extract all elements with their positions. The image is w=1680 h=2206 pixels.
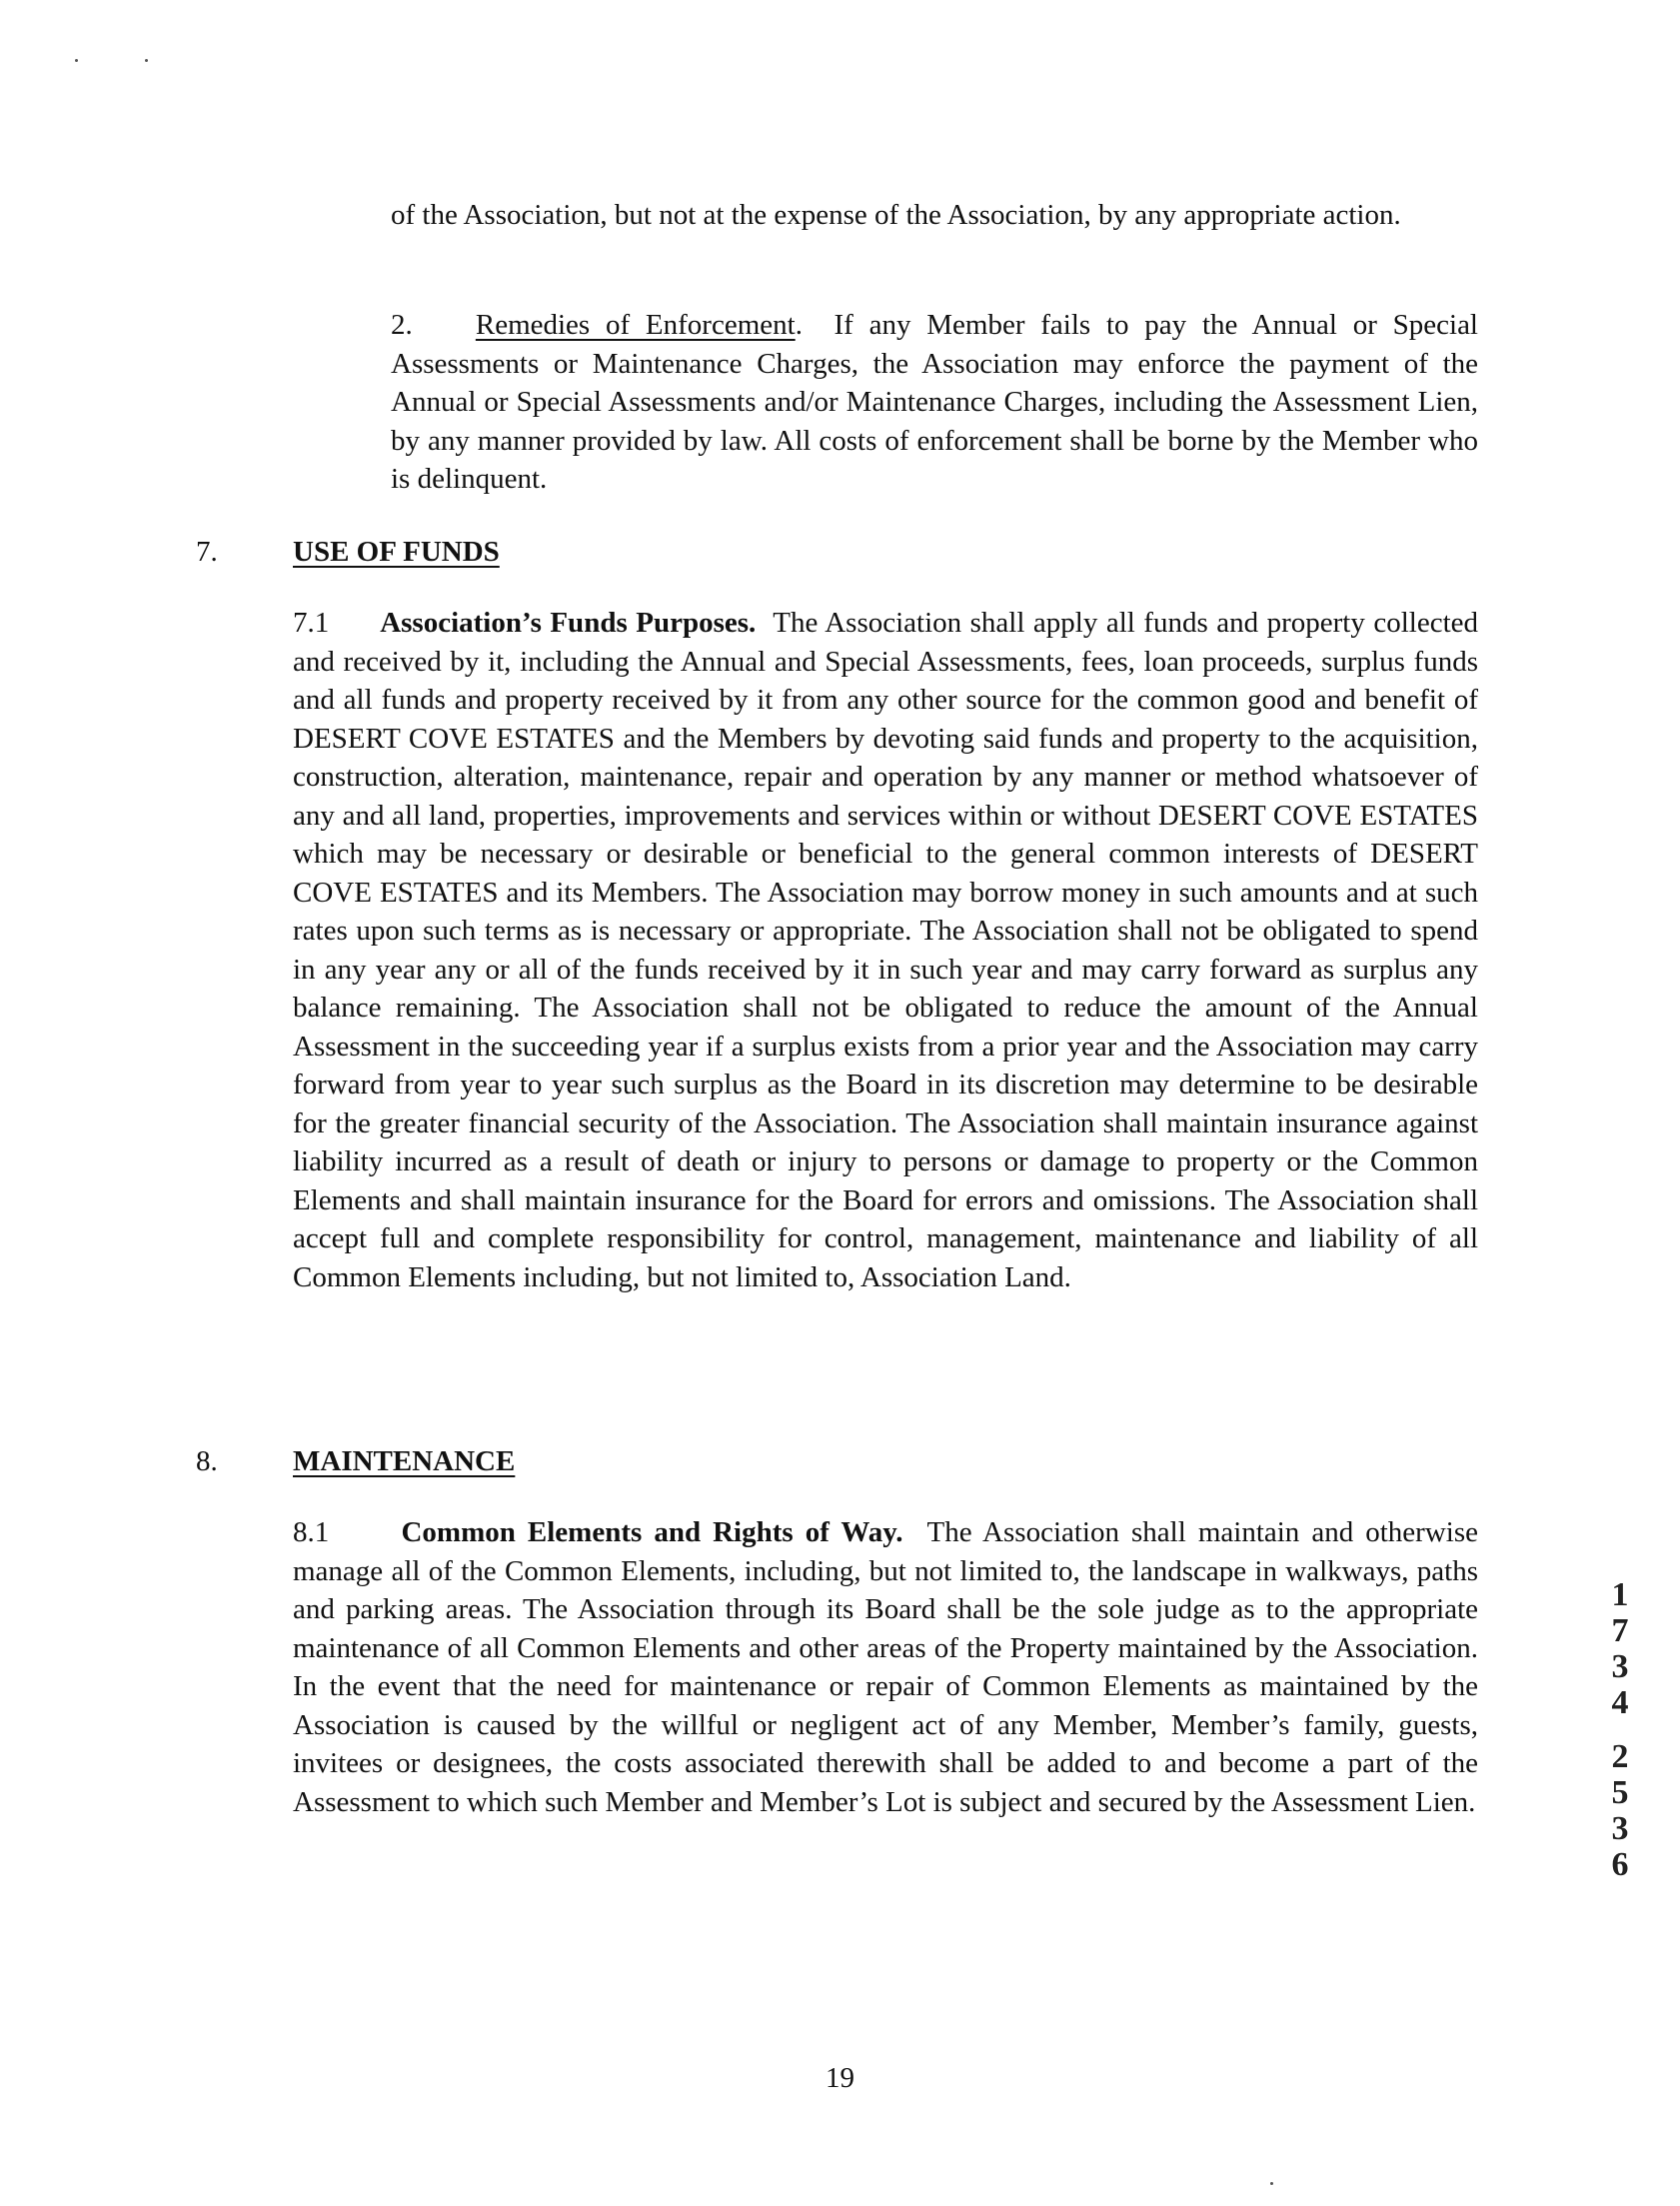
section-7-1-paragraph	[293, 604, 1478, 1296]
section-8-1-paragraph	[293, 1513, 1478, 1821]
stamp-digit: 4	[1611, 1684, 1629, 1721]
recording-stamp-bottom	[1603, 1739, 1637, 1883]
stamp-digit: 3	[1611, 1648, 1629, 1685]
section-7-number: 7.	[196, 536, 218, 568]
section-7-1-text: The Association shall apply all funds and property collected and received by it, including the Annual and Special Assessments, fees, loan proceeds, surplus funds and all funds and property received by it from any other source for the common good and benefit of DESERT COVE ESTATES and the Members by devoting said funds and property to the acquisition, construction, alteration, maintenance, repair and operation by any manner or method whatsoever of any and all land, properties, improvements and services within or without DESERT COVE ESTATES which may be necessary or desirable or beneficial to the general common interests of DESERT COVE ESTATES and its Members. The Association may borrow money in such amounts and at such rates upon such terms as is necessary or appropriate. The Association shall not be obligated to spend in any year any or all of the funds received by it in such year and may carry forward as surplus any balance remaining. The Association shall not be obligated to reduce the amount of the Annual Assessment in the succeeding year if a surplus exists from a prior year and the Association may carry forward from year to year such surplus as the Board in its discretion may determine to be desirable for the greater financial security of the Association. The Association shall maintain insurance against liability incurred as a result of death or injury to persons or damage to property or the Common Elements and shall maintain insurance for the Board for errors and omissions. The Association shall accept full and complete responsibility for control, management, maintenance and liability of all Common Elements including, but not limited to, Association Land.	[293, 607, 1478, 1293]
remedies-text: If any Member fails to pay the Annual or Special Assessments or Maintenance Charges, the Association may enforce the payment of the Annual or Special Assessments and/or Maintenance Charges, including the Assessment Lien, by any manner provided by law. All costs of enforcement shall be borne by the Member who is delinquent.	[391, 309, 1478, 495]
section-8-heading	[0, 1442, 1680, 1482]
scan-speck	[145, 59, 148, 62]
stamp-digit: 7	[1611, 1612, 1629, 1649]
section-8-1-title: Common Elements and Rights of Way.	[401, 1516, 903, 1548]
stamp-digit: 3	[1611, 1810, 1629, 1847]
continuation-paragraph	[391, 196, 1478, 235]
recording-stamp-top	[1603, 1577, 1637, 1721]
section-8-number: 8.	[196, 1445, 218, 1477]
section-7-heading	[0, 533, 1680, 573]
section-8-1-text: The Association shall maintain and otherwise manage all of the Common Elements, including, but not limited to, the landscape in walkways, paths and parking areas. The Association through its Board shall be the sole judge as to the appropriate maintenance of all Common Elements and other areas of the Property maintained by the Association. In the event that the need for maintenance or repair of Common Elements as maintained by the Association is caused by the willful or negligent act of any Member, Member’s family, guests, invitees or designees, the costs associated therewith shall be added to and become a part of the Assessment to which such Member and Member’s Lot is subject and secured by the Assessment Lien.	[293, 1516, 1478, 1818]
section-7-1-number: 7.1	[293, 607, 330, 639]
stamp-digit: 6	[1611, 1846, 1629, 1883]
section-7-1-title: Association’s Funds Purposes.	[380, 607, 757, 639]
continuation-text: of the Association, but not at the expense of the Association, by any appropriate action.	[391, 199, 1401, 231]
section-7-title: USE OF FUNDS	[293, 536, 500, 568]
scan-speck	[1270, 2182, 1273, 2185]
stamp-digit: 2	[1611, 1738, 1629, 1775]
section-8-title: MAINTENANCE	[293, 1445, 516, 1477]
section-8-1-number: 8.1	[293, 1516, 330, 1548]
remedies-title: Remedies of Enforcement	[475, 309, 796, 341]
stamp-digit: 1	[1611, 1576, 1629, 1613]
stamp-digit: 5	[1611, 1774, 1629, 1811]
remedies-paragraph: 2. Remedies of Enforcement. If any Member fails to pay the Annual or Special Assessments or Maintenance Charges, the Association may enforce the payment of the Annual or Special Assessments and/or Maintenance Charges, including the Assessment Lien, by any manner provided by law. All costs of enforcement shall be borne by the Member who is delinquent.	[391, 309, 1478, 495]
scan-speck	[75, 59, 78, 62]
page-number: 19	[826, 2062, 854, 2094]
remedies-number: 2.	[391, 309, 413, 341]
